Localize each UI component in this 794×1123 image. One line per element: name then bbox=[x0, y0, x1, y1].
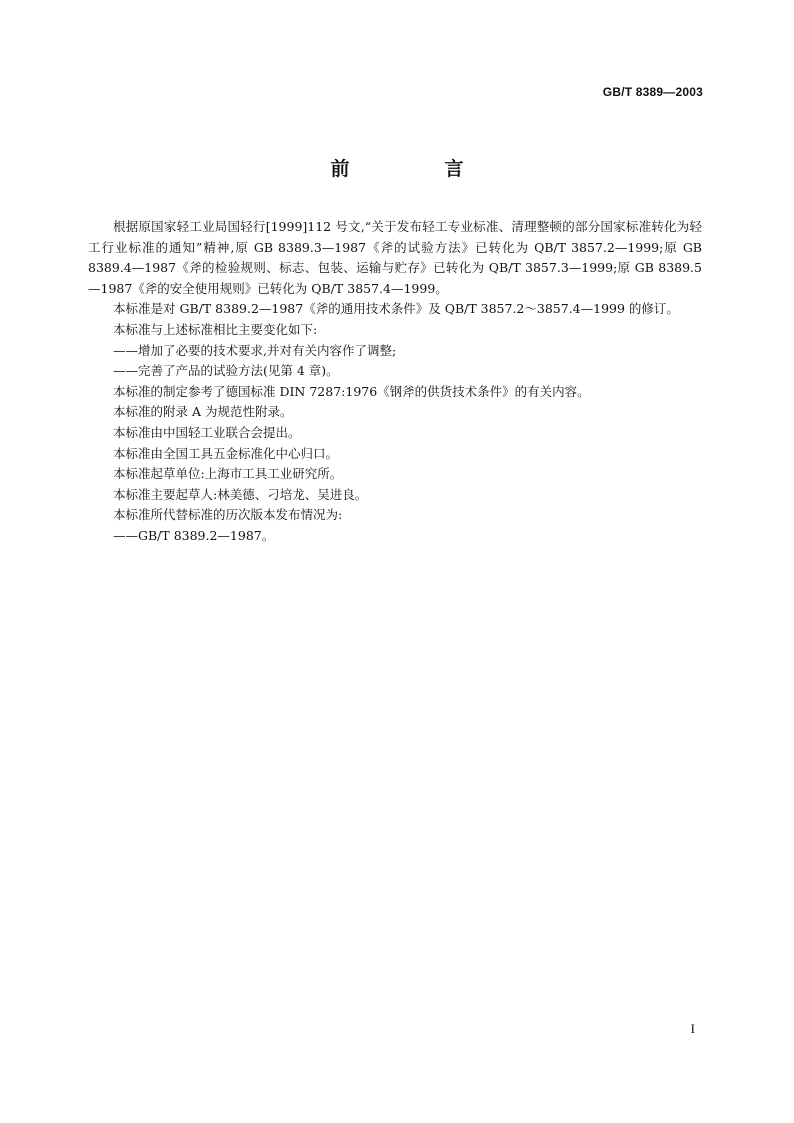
paragraph-reference: 本标准的制定参考了德国标准 DIN 7287:1976《钢斧的供货技术条件》的有关内容。 bbox=[113, 383, 590, 399]
paragraph-proposed-by: 本标准由中国轻工业联合会提出。 bbox=[113, 424, 301, 440]
paragraph-history-intro: 本标准所代替标准的历次版本发布情况为: bbox=[113, 507, 343, 523]
paragraph-background: 根据原国家轻工业局国轻行[1999]112 号文,“关于发布轻工专业标准、清理整顿的部分国家标准转化为轻工行业标准的通知”精神,原 GB 8389.3—1987《斧的试验方法》已转化为 QB/T 3857.2—1999;原 GB 8389.4—1987《斧的检验规则、标志、包装、运输与贮存》已转化为 QB/T 3857.3—1999;原 GB 8389.5—1987《斧的安全使用规则》已转化为 QB/T 3857.4—1999。 bbox=[88, 219, 702, 296]
paragraph-drafters: 本标准主要起草人:林美德、刁培龙、吴进良。 bbox=[113, 486, 368, 502]
paragraph-annex: 本标准的附录 A 为规范性附录。 bbox=[113, 404, 293, 420]
paragraph-centralized-by: 本标准由全国工具五金标准化中心归口。 bbox=[113, 445, 339, 461]
list-item-change-2: ——完善了产品的试验方法(见第 4 章)。 bbox=[113, 363, 339, 379]
paragraph-changes-intro: 本标准与上述标准相比主要变化如下: bbox=[113, 321, 318, 337]
list-item-change-1: ——增加了必要的技术要求,并对有关内容作了调整; bbox=[113, 342, 397, 358]
page-title: 前 言 bbox=[330, 158, 502, 180]
list-item-history-1: ——GB/T 8389.2—1987。 bbox=[113, 527, 275, 543]
foreword-body bbox=[88, 217, 702, 547]
page-number: I bbox=[690, 1021, 695, 1036]
paragraph-drafting-unit: 本标准起草单位:上海市工具工业研究所。 bbox=[113, 466, 343, 482]
standard-code: GB/T 8389—2003 bbox=[602, 85, 703, 99]
paragraph-revision: 本标准是对 GB/T 8389.2—1987《斧的通用技术条件》及 QB/T 3857.2～3857.4—1999 的修订。 bbox=[113, 301, 679, 317]
